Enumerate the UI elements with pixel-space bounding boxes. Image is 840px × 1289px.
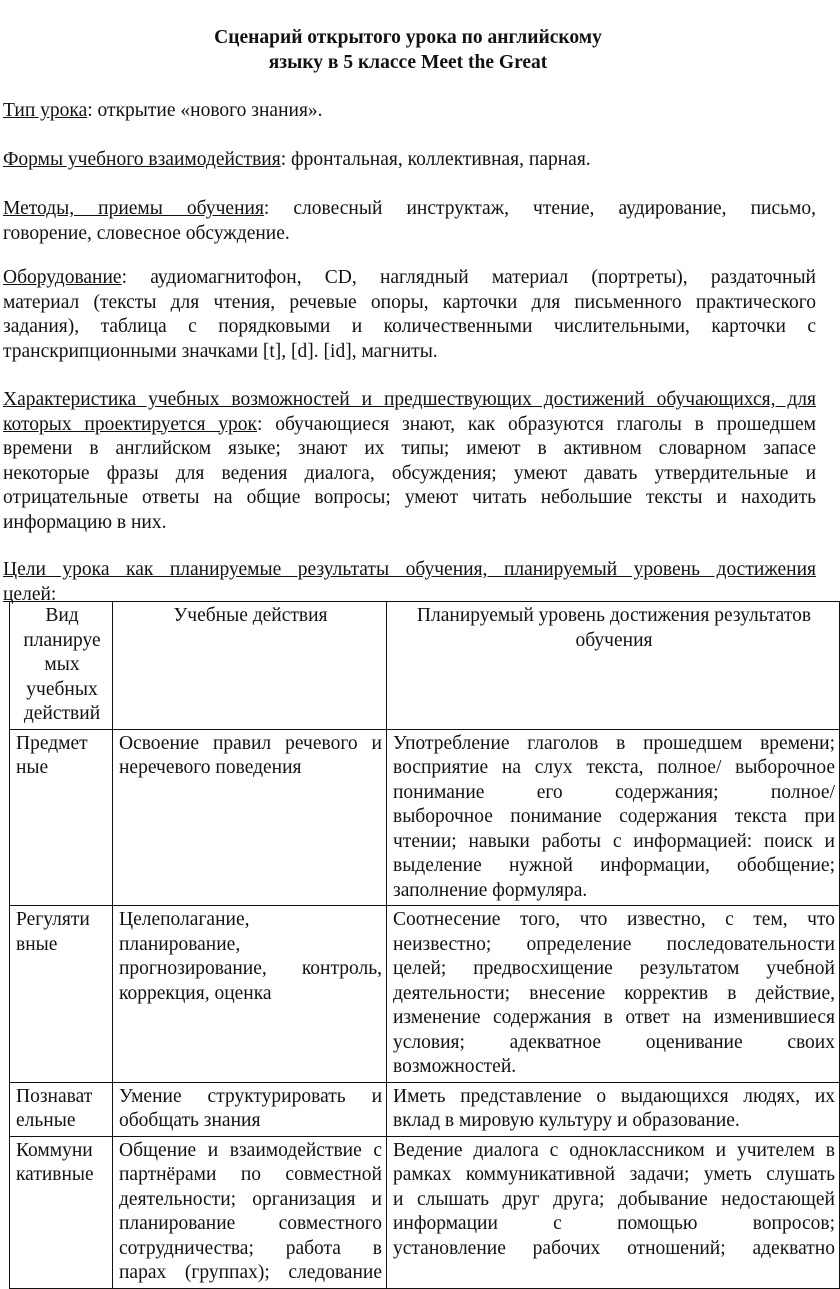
methods-label: Методы, приемы обучения (3, 198, 264, 219)
lesson-type-value: : открытие «нового знания». (87, 100, 323, 121)
characteristics-line-4: некоторые фразы для ведения диалога, обсуждения; умеют давать утвердительные и (3, 462, 816, 484)
table-row (10, 1136, 840, 1288)
table-row (10, 906, 840, 1083)
header-type-line: Вид (45, 605, 79, 626)
table-header-row (10, 602, 840, 730)
row-result-cell (387, 1082, 840, 1136)
cell-line: понимание его содержания; полное/ (393, 781, 835, 803)
cell-line: неизвестно; определение последовательности (393, 933, 835, 955)
row-actions-cell (113, 1082, 387, 1136)
cell-line: заполнение формуляра. (393, 879, 588, 901)
header-result-line: Планируемый уровень достижения результатов (416, 605, 812, 626)
header-type-line: учебных (26, 678, 98, 700)
cell-line: выделение нужной информации, обобщение; (393, 855, 835, 876)
cell-line: изменение содержания в ответ на изменившиеся (393, 1007, 835, 1028)
learning-outcomes-table (9, 601, 840, 1289)
characteristics-paragraph (3, 388, 816, 535)
goals-label-line-1: Цели урока как планируемые результаты обучения, планируемый уровень достижения (3, 559, 816, 580)
interaction-forms-paragraph (3, 148, 816, 173)
cell-line: парах (группах); следование (119, 1262, 382, 1283)
row-type-cell (10, 729, 113, 906)
cell-line: возможностей. (393, 1056, 517, 1077)
cell-line: Ведение диалога с одноклассником и учителем в (393, 1139, 835, 1161)
interaction-forms-value: : фронтальная, коллективная, парная. (280, 149, 591, 170)
cell-line: условия; адекватное оценивание своих (393, 1031, 835, 1053)
cell-line: партнёрами по совместной (119, 1164, 382, 1185)
cell-line: планирование совместного (119, 1213, 382, 1234)
cell-line: выборочное понимание содержания текста при (393, 806, 835, 827)
lesson-type-label: Тип урока (3, 100, 88, 121)
row-result-cell (387, 1136, 840, 1288)
table-row (10, 1082, 840, 1136)
cell-line: Соотнесение того, что известно, с тем, что (393, 909, 835, 930)
characteristics-line-3: времени в английском языке; знают их типы; имеют в активном словарном запасе (3, 438, 816, 459)
cell-line: информации с помощью вопросов; (393, 1213, 835, 1234)
goals-paragraph (3, 558, 816, 607)
header-cell-result (387, 602, 840, 730)
header-result-line: обучения (575, 629, 653, 651)
row-type-cell (10, 1082, 113, 1136)
cell-line: Целеполагание, (119, 909, 250, 930)
row-result-cell (387, 729, 840, 906)
characteristics-line-6: информацию в них. (3, 511, 167, 533)
table-row (10, 729, 840, 906)
header-type-line: планируе (23, 629, 101, 651)
cell-line: Регуляти (16, 909, 90, 930)
equipment-paragraph (3, 266, 816, 364)
equipment-line-3: задания), таблица с порядковыми и количественными числительными, карточки с (3, 316, 816, 337)
header-cell-actions: Учебные действия (113, 602, 387, 730)
characteristics-line-5: отрицательные ответы на общие вопросы; умеют читать небольшие тексты и находить (3, 487, 816, 508)
cell-line: чтении; навыки работы с информацией: поиск и (393, 830, 835, 852)
cell-line: Познават (16, 1085, 93, 1107)
goals-colon: : (50, 583, 57, 605)
methods-line-1: : словесный инструктаж, чтение, аудирование, письмо, (263, 198, 816, 219)
cell-line: коррекция, оценка (119, 982, 272, 1004)
cell-line: кативные (16, 1164, 94, 1185)
goals-label-line-2: целей (3, 583, 51, 605)
cell-line: Коммуни (16, 1139, 93, 1161)
equipment-line-4: транскрипционными значками [t], [d]. [id], магниты. (3, 340, 438, 362)
equipment-label: Оборудование (3, 267, 122, 288)
row-result-cell (387, 906, 840, 1083)
characteristics-line-2: : обучающиеся знают, как образуются глаголы в прошедшем (257, 413, 816, 435)
cell-line: деятельности; внесение корректив в действие, (393, 982, 835, 1004)
row-actions-cell (113, 729, 387, 906)
cell-line: восприятие на слух текста, полное/ выборочное (393, 757, 835, 778)
cell-line: Употребление глаголов в прошедшем времени; (393, 732, 835, 754)
title-line-1: Сценарий открытого урока по английскому (214, 27, 602, 48)
characteristics-label-line-2: которых проектируется урок (3, 413, 257, 435)
cell-line: сотрудничества; работа в (119, 1237, 382, 1259)
cell-line: неречевого поведения (119, 757, 302, 778)
methods-line-2: говорение, словесное обсуждение. (3, 222, 290, 244)
cell-line: Предмет (16, 732, 88, 754)
cell-line: обобщать знания (119, 1110, 261, 1131)
header-type-line: мых (44, 654, 80, 675)
row-type-cell (10, 1136, 113, 1288)
row-actions-cell (113, 1136, 387, 1288)
cell-line: вклад в мировую культуру и образование. (393, 1110, 740, 1131)
cell-line: Освоение правил речевого и (119, 732, 382, 754)
lesson-type-paragraph (3, 99, 816, 124)
row-actions-cell (113, 906, 387, 1083)
characteristics-label-line-1: Характеристика учебных возможностей и предшествующих достижений обучающихся, для (3, 389, 816, 410)
cell-line: ельные (16, 1110, 76, 1131)
methods-paragraph (3, 197, 816, 246)
title-line-2: языку в 5 классе Meet the Great (268, 51, 548, 73)
document-title (0, 26, 816, 75)
cell-line: рамках коммуникативной задачи; уметь слушать (393, 1164, 835, 1185)
interaction-forms-label: Формы учебного взаимодействия (3, 149, 281, 170)
cell-line: деятельности; организация и (119, 1188, 382, 1210)
row-type-cell (10, 906, 113, 1083)
equipment-line-2: материал (тексты для чтения, речевые опоры, карточки для письменного практического (3, 291, 816, 313)
cell-line: и слышать друг друга; добывание недостающей (393, 1188, 835, 1210)
cell-line: Иметь представление о выдающихся людях, их (393, 1085, 835, 1107)
cell-line: прогнозирование, контроль, (119, 958, 382, 979)
cell-line: планирование, (119, 933, 241, 955)
cell-line: целей; предвосхищение результатом учебной (393, 958, 835, 979)
equipment-line-1: : аудиомагнитофон, CD, наглядный материал (портреты), раздаточный (121, 267, 816, 288)
cell-line: Умение структурировать и (119, 1085, 382, 1107)
cell-line: ные (16, 757, 49, 778)
cell-line: Общение и взаимодействие с (119, 1139, 382, 1161)
header-type-line: действий (23, 703, 101, 724)
cell-line: установление рабочих отношений; адекватно (393, 1237, 835, 1259)
cell-line: вные (16, 933, 58, 955)
header-cell-type (10, 602, 113, 730)
